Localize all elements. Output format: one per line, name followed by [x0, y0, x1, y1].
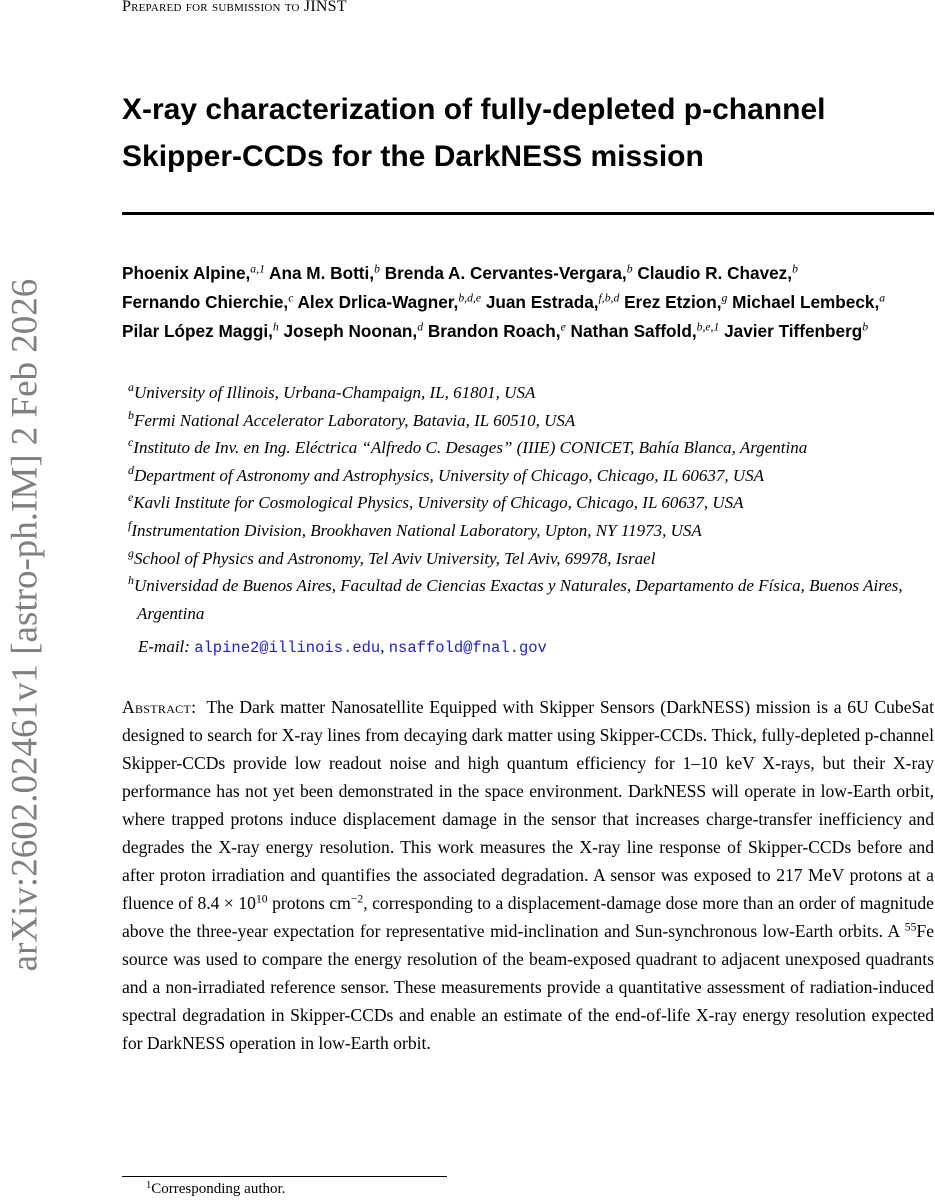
author: Juan Estrada,$^{f,b,d}$: [485, 291, 620, 312]
author: Claudio R. Chavez,$^b$: [637, 262, 798, 283]
author: Ana M. Botti,$^b$: [269, 262, 380, 283]
title-line: X-ray characterization of fully-depleted p-channel: [122, 93, 826, 126]
isotope-mass: 55: [904, 920, 917, 934]
author: Pilar López Maggi,$^h$: [122, 320, 279, 341]
affiliation: $^d$Department of Astronomy and Astrophysics, University of Chicago, Chicago, IL 60637, USA: [128, 462, 765, 485]
footnote-mark: 1: [146, 1179, 152, 1191]
abstract-text: source was used to compare the energy resolution of the beam-exposed quadrant to adjacent unexposed quadrants and a non-irradiated reference sensor. These measurements provide a quantitative assessment of radiation-induced spectral degradation in Skipper-CCDs and enable an estimate of the end-of-life X-ray energy resolution expected for DarkNESS operation in low-Earth orbit.: [122, 949, 934, 1053]
author: Javier Tiffenberg$^b$: [724, 320, 869, 341]
title-line: Skipper-CCDs for the DarkNESS mission: [122, 140, 704, 173]
affiliation: $^h$Universidad de Buenos Aires, Facultad de Ciencias Exactas y Naturales, Departamento de Física, Buenos Aires, Argentina: [128, 573, 903, 623]
author: Alex Drlica-Wagner,$^{b,d,e}$: [297, 291, 482, 312]
paper-title: [122, 86, 922, 180]
author: Joseph Noonan,$^d$: [283, 320, 424, 341]
arxiv-sidebar: [0, 250, 50, 1000]
email-link-alpine[interactable]: alpine2@illinois.edu: [194, 639, 381, 657]
arxiv-identifier: arXiv:2602.02461v1 [astro-ph.IM] 2 Feb 2026: [4, 278, 46, 972]
footnote-text: Corresponding author.: [151, 1181, 286, 1197]
author: Nathan Saffold,$^{b,e,1}$: [570, 320, 720, 341]
email-separator: ,: [380, 637, 389, 656]
abstract-heading: Abstract:: [122, 697, 197, 717]
affiliation-list: [128, 379, 934, 627]
footnote: [146, 1181, 285, 1198]
title-rule: [122, 212, 934, 215]
affiliation: $^e$Kavli Institute for Cosmological Physics, University of Chicago, Chicago, IL 60637, USA: [128, 490, 744, 513]
affiliation: $^a$University of Illinois, Urbana-Champaign, IL, 61801, USA: [128, 379, 536, 402]
author: Fernando Chierchie,$^c$: [122, 291, 294, 312]
abstract-text: The Dark matter Nanosatellite Equipped with Skipper Sensors (DarkNESS) mission is a 6U CubeSat designed to search for X-ray lines from decaying dark matter using Skipper-CCDs. Thick, fully-depleted p-channel Skipper-CCDs provide low readout noise and high quantum efficiency for 1–10 keV X-rays, but their X-ray performance has not yet been demonstrated in the space environment. DarkNESS will operate in low-Earth orbit, where trapped protons induce displacement damage in the sensor that increases charge-transfer inefficiency and degrades the X-ray energy resolution. This work measures the X-ray line response of Skipper-CCDs before and after proton irradiation and quantifies the associated degradation. A sensor was exposed to 217 MeV protons at a fluence of: [122, 697, 934, 913]
author: Brenda A. Cervantes-Vergara,$^b$: [384, 262, 633, 283]
affiliation: $^b$Fermi National Accelerator Laboratory, Batavia, IL 60510, USA: [128, 407, 576, 430]
author: Erez Etzion,$^g$: [624, 291, 728, 312]
footnote-rule: [122, 1176, 447, 1177]
affiliation: $^f$Instrumentation Division, Brookhaven National Laboratory, Upton, NY 11973, USA: [128, 517, 702, 540]
abstract: [122, 693, 934, 1057]
isotope-symbol: Fe: [916, 921, 934, 941]
email-label: E-mail:: [138, 637, 190, 656]
email-link-saffold[interactable]: nsaffold@fnal.gov: [388, 639, 547, 657]
author: Michael Lembeck,$^a$: [732, 291, 886, 312]
abstract-text: , corresponding to a displacement-damage dose more than an order of magnitude above the three-year expectation for representative mid-inclination and Sun-synchronous low-Earth orbits. A: [122, 893, 934, 941]
affiliation: $^g$School of Physics and Astronomy, Tel Aviv University, Tel Aviv, 69978, Israel: [128, 545, 656, 568]
affiliation: $^c$Instituto de Inv. en Ing. Eléctrica “Alfredo C. Desages” (IIIE) CONICET, Bahía Blanca, Argentina: [128, 435, 808, 458]
author: Phoenix Alpine,$^{a,1}$: [122, 262, 265, 283]
author: Brandon Roach,$^e$: [427, 320, 566, 341]
author-list: [122, 259, 934, 346]
email-line: [138, 637, 547, 657]
prepared-for-submission: Prepared for submission to JINST: [122, 0, 347, 15]
fluence-value: $8.4 \times 10^{10}$ protons $cm^{-2}$: [197, 892, 364, 913]
